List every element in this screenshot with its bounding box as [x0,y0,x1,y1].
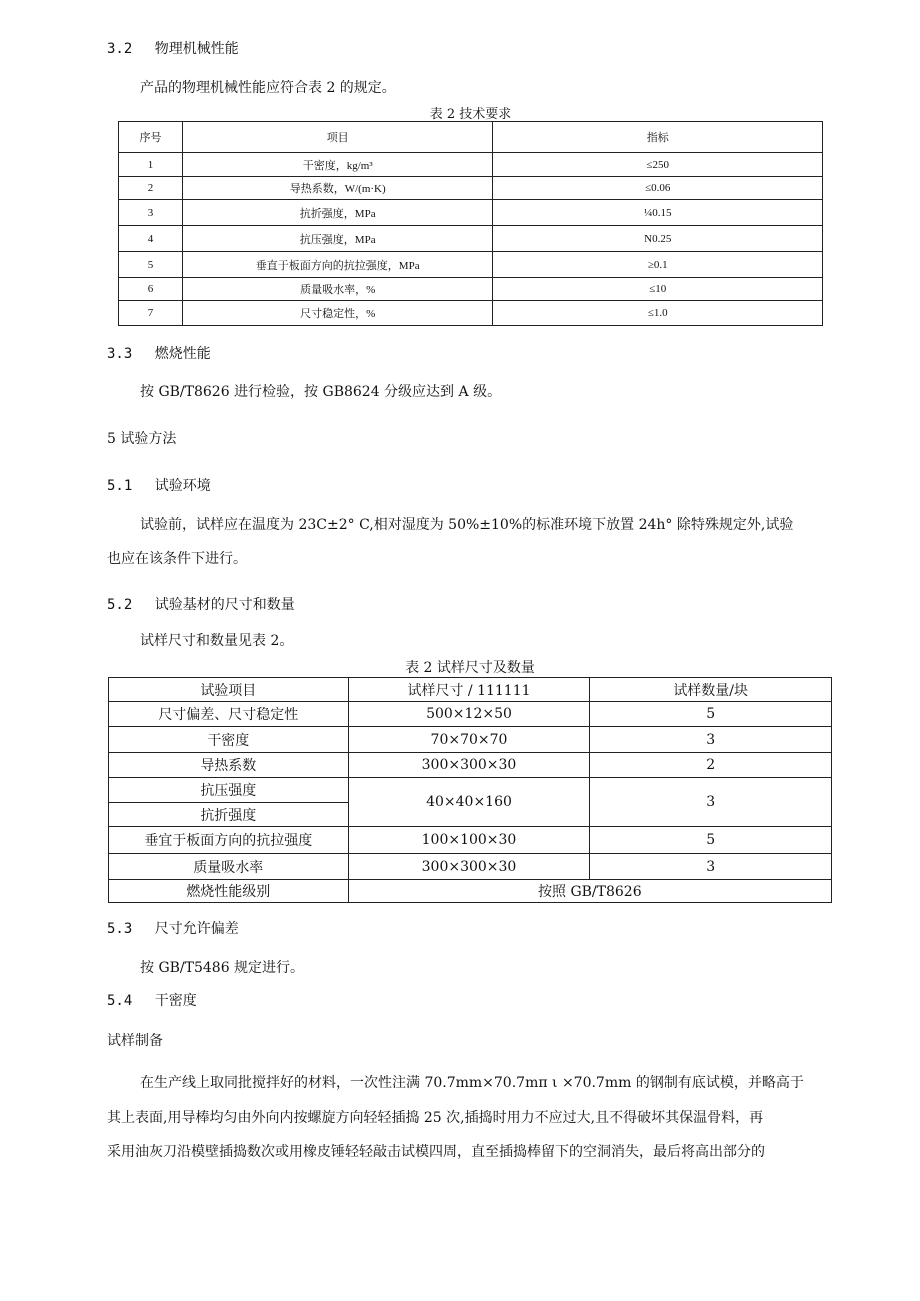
cell: ¼0.15 [493,200,823,226]
cell: 抗压强度，MPa [182,226,493,252]
cell: ≤10 [493,278,823,301]
cell: 40×40×160 [348,778,590,827]
section-title: 试验基材的尺寸和数量 [154,597,295,613]
cell: 垂宜于板面方向的抗拉强度 [109,827,349,854]
cell: ≤0.06 [493,177,823,200]
cell: 导热系数 [109,753,349,778]
paragraph-line: 在生产线上取同批搅拌好的材料，一次性注满 70.7mm×70.7mπ ι ×70.7mm 的钢制有底试模，并略高于 [140,1075,804,1091]
section-5-heading: 5 试验方法 [107,431,177,447]
header-cell: 项目 [182,122,493,153]
table-row [109,854,832,880]
table-row [109,778,832,803]
table-row [119,200,823,226]
paragraph-line: 其上表面,用导棒均匀由外向内按螺旋方向轻轻插捣 25 次,插捣时用力不应过大,且不得破坏其保温骨料，再 [107,1110,764,1126]
cell: 5 [590,827,832,854]
section-title: 试验环境 [154,478,211,494]
cell: 导热系数，W/(m·K) [182,177,493,200]
cell: 2 [590,753,832,778]
cell: 3 [119,200,183,226]
table-row [109,753,832,778]
paragraph: 按 GB/T5486 规定进行。 [140,960,305,976]
header-cell: 试样数量/块 [590,678,832,702]
cell: 3 [590,778,832,827]
cell: 垂直于板面方向的抗拉强度，MPa [182,252,493,278]
table2-caption: 表 2 试样尺寸及数量 [405,660,535,676]
section-5-1-heading [107,475,211,495]
section-title: 物理机械性能 [154,41,239,57]
table-row [109,880,832,903]
paragraph: 按 GB/T8626 进行检验，按 GB8624 分级应达到 A 级。 [140,384,502,400]
cell: ≤1.0 [493,301,823,326]
cell: 4 [119,226,183,252]
cell: 尺寸稳定性，% [182,301,493,326]
table-row [119,177,823,200]
paragraph-line: 采用油灰刀沿模壁插捣数次或用橡皮锤轻轻敲击试模四周，直至插捣棒留下的空洞消失，最后将高出部分的 [107,1144,765,1160]
cell: 质量吸水率 [109,854,349,880]
section-number: 5.2 [107,597,133,613]
paragraph: 试样尺寸和数量见表 2。 [140,633,294,649]
table1-caption: 表 2 技术要求 [429,107,512,122]
cell: 6 [119,278,183,301]
cell: 7 [119,301,183,326]
table-row [109,827,832,854]
cell: 按照 GB/T8626 [348,880,831,903]
paragraph-line: 试验前，试样应在温度为 23C±2° C,相对湿度为 50%±10%的标准环境下放置 24h° 除特殊规定外,试验 [140,517,794,533]
section-number: 5.4 [107,993,133,1009]
cell: 干密度 [109,727,349,753]
table-header-row [109,678,832,702]
cell: 100×100×30 [348,827,590,854]
cell: 3 [590,727,832,753]
cell: 5 [590,702,832,727]
header-cell: 序号 [119,122,183,153]
section-title: 尺寸允许偏差 [154,921,239,937]
table-row [119,226,823,252]
section-5-3-heading [107,918,239,938]
cell: ≤250 [493,153,823,177]
table-row [109,727,832,753]
section-title: 干密度 [154,993,197,1009]
cell: 抗压强度 [109,778,349,803]
paragraph: 产品的物理机械性能应符合表 2 的规定。 [140,80,396,96]
section-3-3-heading [107,343,211,363]
cell: N0.25 [493,226,823,252]
cell: 抗折强度 [109,803,349,827]
cell: 质量吸水率，% [182,278,493,301]
table-header-row [119,122,823,153]
section-number: 3.2 [107,41,133,57]
table-row [119,153,823,177]
cell: 尺寸偏差、尺寸稳定性 [109,702,349,727]
section-5-4-heading [107,990,197,1010]
cell: 500×12×50 [348,702,590,727]
section-title: 燃烧性能 [154,346,211,362]
cell: 燃烧性能级别 [109,880,349,903]
section-number: 3.3 [107,346,133,362]
cell: 抗折强度，MPa [182,200,493,226]
paragraph-line: 也应在该条件下进行。 [107,551,247,567]
section-5-2-heading [107,594,295,614]
cell: ≥0.1 [493,252,823,278]
table-row [119,301,823,326]
header-cell: 指标 [493,122,823,153]
header-cell: 试验项目 [109,678,349,702]
cell: 70×70×70 [348,727,590,753]
subheading: 试样制备 [107,1033,163,1049]
cell: 1 [119,153,183,177]
cell: 3 [590,854,832,880]
section-number: 5.3 [107,921,133,937]
section-number: 5.1 [107,478,133,494]
cell: 300×300×30 [348,753,590,778]
table-row [119,252,823,278]
section-3-2-heading [107,38,239,58]
cell: 2 [119,177,183,200]
cell: 5 [119,252,183,278]
sample-size-table [108,677,832,903]
table-row [109,702,832,727]
cell: 干密度，kg/m³ [182,153,493,177]
cell: 300×300×30 [348,854,590,880]
table-row [119,278,823,301]
tech-requirements-table [118,121,823,326]
header-cell: 试样尺寸 / 111111 [348,678,590,702]
